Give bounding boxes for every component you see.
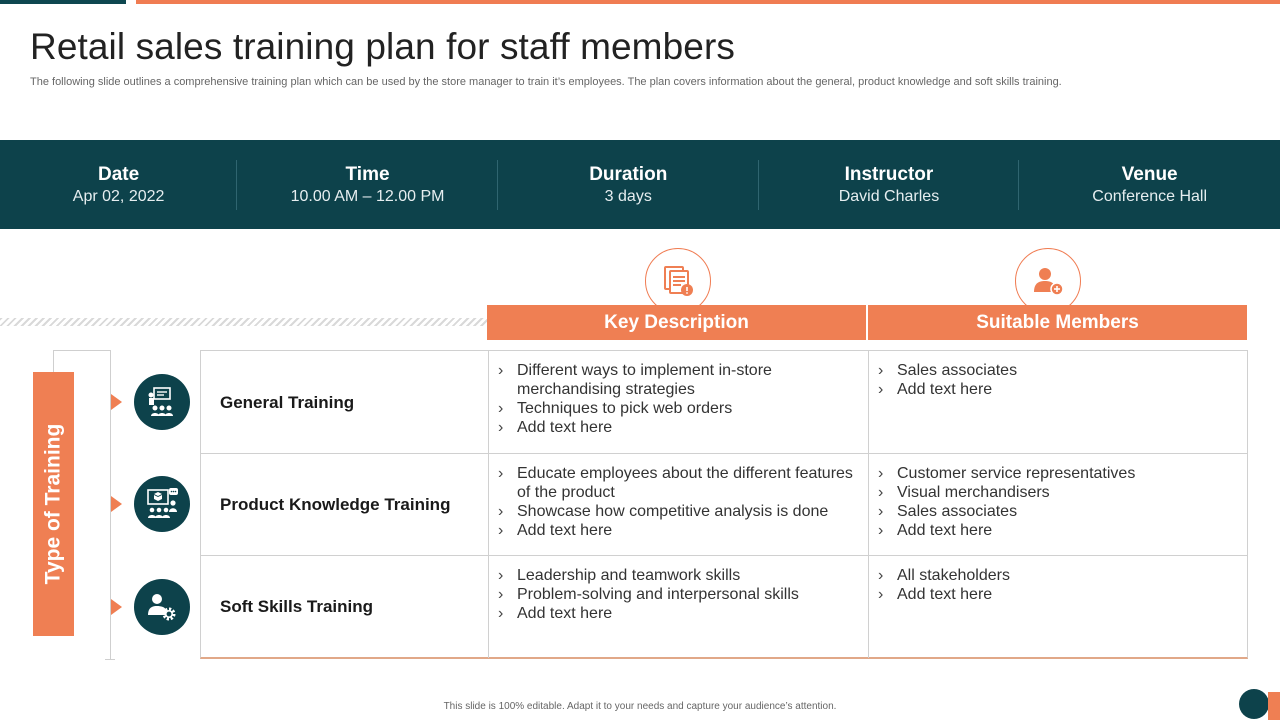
bullet-icon: ›	[878, 567, 884, 584]
bullet-icon: ›	[498, 522, 504, 539]
list-item	[878, 521, 1239, 540]
bullet-icon: ›	[878, 484, 884, 501]
info-value: David Charles	[838, 188, 940, 205]
info-value: 10.00 AM – 12.00 PM	[290, 188, 445, 205]
description-cell	[488, 351, 868, 454]
members-cell	[868, 454, 1247, 556]
list-item	[878, 483, 1239, 502]
bracket-line	[53, 350, 54, 372]
bullet-text: Add text here	[897, 586, 993, 603]
bullet-text: Sales associates	[897, 503, 1018, 520]
top-accent-dark	[0, 0, 126, 4]
bullet-icon: ›	[498, 503, 504, 520]
list-item	[498, 361, 860, 399]
bullet-icon: ›	[498, 605, 504, 622]
row-arrow-icon	[111, 496, 122, 512]
list-item	[878, 502, 1239, 521]
bullet-icon: ›	[878, 381, 884, 398]
table-row	[201, 555, 1247, 658]
hatched-divider	[0, 318, 487, 326]
bullet-text: Add text here	[517, 605, 613, 622]
list-item	[498, 399, 860, 418]
list-item	[498, 502, 860, 521]
list-item	[878, 566, 1239, 585]
bullet-icon: ›	[878, 503, 884, 520]
info-value: Conference Hall	[1092, 188, 1208, 205]
bullet-text: Customer service representatives	[897, 465, 1136, 482]
training-table	[200, 350, 1248, 659]
type-of-training-label	[33, 372, 74, 636]
info-duration	[498, 140, 759, 229]
list-item	[498, 585, 860, 604]
table-row	[201, 351, 1247, 454]
table-row	[201, 453, 1247, 556]
description-cell	[488, 454, 868, 556]
bullet-icon: ›	[878, 586, 884, 603]
bullet-text: Add text here	[517, 419, 613, 436]
bullet-icon: ›	[498, 362, 504, 379]
session-info-band	[0, 140, 1280, 229]
info-label: Time	[345, 164, 390, 185]
row-arrow-icon	[111, 394, 122, 410]
footer-note: This slide is 100% editable. Adapt it to your needs and capture your audience’s attention.	[443, 701, 837, 712]
bullet-icon: ›	[498, 419, 504, 436]
bullet-icon: ›	[878, 465, 884, 482]
bullet-icon: ›	[498, 400, 504, 417]
info-value: Apr 02, 2022	[72, 188, 165, 205]
list-item	[498, 418, 860, 437]
page-subtitle: The following slide outlines a comprehensive training plan which can be used by the store manager to train it’s employees. The plan covers information about the general, product knowledge and soft skills training.	[30, 76, 1062, 88]
list-item	[498, 521, 860, 540]
bullet-text: Techniques to pick web orders	[517, 400, 733, 417]
presentation-training-icon	[134, 374, 190, 430]
info-venue	[1019, 140, 1280, 229]
list-item	[878, 380, 1239, 399]
info-date	[0, 140, 237, 229]
training-name: General Training	[220, 392, 355, 412]
training-name: Product Knowledge Training	[220, 495, 451, 514]
bullet-text: Leadership and teamwork skills	[517, 567, 741, 584]
info-label: Venue	[1121, 164, 1178, 185]
members-cell	[868, 556, 1247, 658]
info-label: Instructor	[844, 164, 934, 185]
info-instructor	[759, 140, 1020, 229]
bullet-icon: ›	[498, 465, 504, 482]
side-label-text: Type of Training	[41, 423, 65, 585]
list-item	[878, 585, 1239, 604]
product-team-icon	[134, 476, 190, 532]
list-item	[498, 566, 860, 585]
row-arrow-icon	[111, 599, 122, 615]
bullet-text: Visual merchandisers	[897, 484, 1050, 501]
training-name: Soft Skills Training	[220, 597, 374, 616]
list-item	[878, 361, 1239, 380]
bullet-text: Different ways to implement in-store merchandising strategies	[517, 362, 772, 398]
column-header-description: Key Description	[487, 305, 866, 340]
corner-decoration	[1268, 692, 1280, 720]
bullet-text: Problem-solving and interpersonal skills	[517, 586, 799, 603]
corner-decoration	[1239, 689, 1269, 719]
bullet-text: Add text here	[517, 522, 613, 539]
user-gear-icon	[134, 579, 190, 635]
description-cell	[488, 556, 868, 658]
bracket-line	[53, 350, 110, 351]
bullet-icon: ›	[498, 586, 504, 603]
list-item	[498, 464, 860, 502]
bullet-icon: ›	[878, 522, 884, 539]
column-header-members: Suitable Members	[868, 305, 1247, 340]
bullet-text: Add text here	[897, 381, 993, 398]
info-time	[237, 140, 498, 229]
bullet-icon: ›	[878, 362, 884, 379]
top-accent-orange	[136, 0, 1280, 4]
page-title: Retail sales training plan for staff members	[30, 26, 735, 67]
bullet-text: Add text here	[897, 522, 993, 539]
list-item	[878, 464, 1239, 483]
bracket-line	[105, 659, 115, 660]
members-cell	[868, 351, 1247, 454]
info-label: Date	[98, 164, 140, 185]
list-item	[498, 604, 860, 623]
bullet-text: All stakeholders	[897, 567, 1010, 584]
bullet-text: Showcase how competitive analysis is done	[517, 503, 829, 520]
info-label: Duration	[589, 164, 668, 185]
bullet-text: Educate employees about the different features of the product	[517, 465, 853, 501]
bullet-icon: ›	[498, 567, 504, 584]
bullet-text: Sales associates	[897, 362, 1018, 379]
info-value: 3 days	[604, 188, 652, 205]
